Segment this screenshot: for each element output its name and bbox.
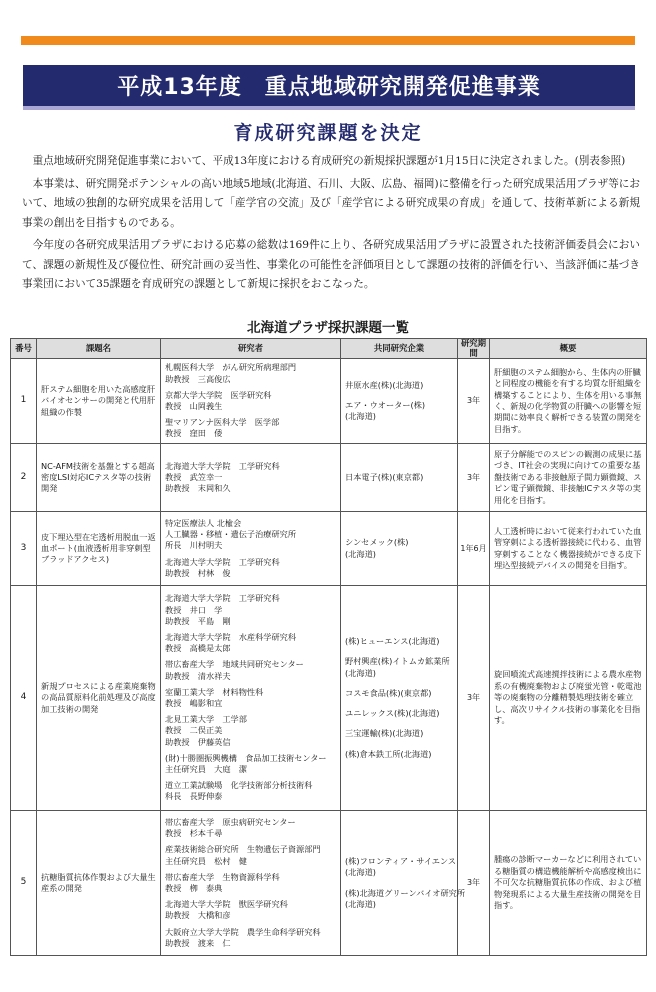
researcher-line: 人工臓器・移植・遺伝子治療研究所	[165, 529, 297, 540]
researcher-line: 助教授 清水祥夫	[165, 670, 231, 681]
header-title: 課題名	[37, 339, 161, 359]
table-row	[11, 512, 647, 586]
researcher-group	[165, 659, 336, 681]
company-group	[345, 749, 453, 760]
researcher-line: 道立工業試験場 化学技術部分析技術科	[165, 780, 313, 791]
researcher-group	[165, 518, 336, 552]
researcher-line: 教授 井口 学	[165, 604, 223, 615]
cell-companies	[341, 586, 458, 811]
company-line: (株)フロンティア・サイエンス	[345, 856, 457, 867]
company-group	[345, 656, 453, 678]
researcher-group	[165, 362, 336, 384]
intro-paragraph: 今年度の各研究成果活用プラザにおける応募の総数は169件に上り、各研究成果活用プラザに設置された技術評価委員会において、課題の新規性及び優位性、研究計画の妥当性、事業化の可能性を評価項目として課題の技術的評価を行い、当該評価に基づき事業団において35課題を育成研究の課題として新規に採択をおこなった。	[22, 239, 640, 290]
researcher-line: 北海道大学大学院 水産科学研究科	[165, 631, 297, 642]
table-row	[11, 359, 647, 444]
company-line: (北海道)	[345, 667, 376, 678]
researcher-line: 教授 二俣正美	[165, 725, 223, 736]
cell-companies	[341, 512, 458, 586]
intro-text	[22, 152, 640, 295]
researcher-group	[165, 899, 336, 921]
researcher-line: (財)十勝圏振興機構 食品加工技術センター	[165, 752, 327, 763]
researcher-line: 助教授 三高俊広	[165, 373, 231, 384]
researcher-line: 聖マリアンナ医科大学 医学部	[165, 417, 280, 428]
company-line: (株)倉本鉄工所(北海道)	[345, 748, 432, 759]
researcher-line: 主任研究員 松村 健	[165, 855, 247, 866]
researcher-line: 北海道大学大学院 工学研究科	[165, 593, 280, 604]
cell-companies	[341, 359, 458, 444]
company-line: (北海道)	[345, 898, 376, 909]
company-line: (株)北海道グリーンバイオ研究所	[345, 887, 466, 898]
table-row	[11, 586, 647, 811]
cell-title	[37, 444, 161, 512]
company-group	[345, 856, 457, 878]
researcher-group	[165, 417, 336, 439]
cell-no: 4	[11, 586, 37, 811]
project-title: 皮下埋込型在宅透析用脱血一返血ポート(血液透析用非穿刺型ブラッドアクセス)	[41, 531, 156, 565]
researcher-group	[165, 593, 336, 627]
cell-companies	[341, 444, 458, 512]
cell-title	[37, 512, 161, 586]
company-group	[345, 472, 453, 483]
company-line: ユニレックス(株)(北海道)	[345, 708, 440, 719]
project-summary: 旋回噴流式高速撹拌技術による農水産物系の有機廃棄物および廃蛍光管・乾電池等の廃棄物の分離精製処理技術を確立し、高次リサイクル技術の事業化を目指す。	[494, 669, 642, 726]
cell-researchers	[161, 512, 341, 586]
cell-summary	[490, 359, 647, 444]
researcher-line: 札幌医科大学 がん研究所病理部門	[165, 362, 297, 373]
company-line: 井原水産(株)(北海道)	[345, 379, 424, 390]
project-summary: 腫瘍の診断マーカーなどに利用されている糖脂質の構造機能解析や高感度検出に不可欠な抗糖脂質抗体の作成、および植物発現系による大量生産技術の開発を目指す。	[494, 854, 642, 911]
cell-no: 1	[11, 359, 37, 444]
company-line: (北海道)	[345, 548, 376, 559]
researcher-group	[165, 927, 336, 949]
researcher-line: 帯広畜産大学 生物資源科学科	[165, 871, 280, 882]
cell-period: 3年	[458, 586, 490, 811]
cell-no: 2	[11, 444, 37, 512]
researcher-line: 教授 嶋影和宜	[165, 698, 223, 708]
company-line: (北海道)	[345, 867, 376, 878]
researcher-group	[165, 780, 336, 802]
cell-researchers	[161, 444, 341, 512]
researcher-group	[165, 557, 336, 579]
researcher-line: 北海道大学大学院 工学研究科	[165, 460, 280, 471]
researcher-line: 大阪府立大学大学院 農学生命科学研究科	[165, 926, 321, 937]
project-title: 抗糖脂質抗体作製および大量生産系の開発	[41, 871, 156, 893]
cell-title	[37, 586, 161, 811]
cell-summary	[490, 444, 647, 512]
cell-summary	[490, 512, 647, 586]
researcher-line: 助教授 伊藤英信	[165, 736, 231, 747]
researcher-line: 教授 山岡義生	[165, 401, 223, 411]
cell-summary	[490, 586, 647, 811]
cell-no: 5	[11, 811, 37, 956]
table-row	[11, 811, 647, 956]
cell-period: 3年	[458, 359, 490, 444]
projects-table	[10, 338, 647, 956]
top-accent-bar	[21, 36, 635, 45]
researcher-line: 室蘭工業大学 材料物性科	[165, 686, 264, 697]
company-line: (株)ヒューエンス(北海道)	[345, 636, 440, 647]
project-summary: 肝細胞のステム細胞から、生体内の肝臓と同程度の機能を有する均質な肝組織を構築することにより、生体を用いる事無く、新規の化学物質の肝臓への影響を短期間に効率良く解析できる装置の開発を目指す。	[494, 366, 642, 434]
company-group	[345, 887, 466, 910]
company-line: コスモ食品(株)(東京都)	[345, 687, 432, 698]
researcher-line: 帯広畜産大学 原虫病研究センター	[165, 816, 296, 827]
researcher-line: 教授 杉本千尋	[165, 828, 223, 839]
cell-title	[37, 811, 161, 956]
researcher-line: 教授 栁 泰典	[165, 883, 223, 893]
company-line: 野村興産(株)イトムカ鉱業所	[345, 656, 450, 667]
cell-period: 1年6月	[458, 512, 490, 586]
researcher-line: 教授 武笠幸一	[165, 471, 223, 482]
header-no: 番号	[11, 339, 37, 359]
researcher-line: 所長 川村明夫	[165, 540, 223, 551]
researcher-line: 教授 窪田 倭	[165, 428, 223, 439]
company-group	[345, 636, 453, 647]
researcher-group	[165, 461, 336, 495]
researcher-line: 教授 高橋是太郎	[165, 643, 231, 654]
intro-paragraph: 重点地域研究開発促進事業において、平成13年度における育成研究の新規採択課題が1月15日に決定されました。(別表参照)	[32, 155, 626, 167]
researcher-group	[165, 714, 336, 748]
company-group	[345, 400, 453, 422]
researcher-line: 北見工業大学 工学部	[165, 714, 247, 725]
cell-period: 3年	[458, 811, 490, 956]
company-line: 日本電子(株)(東京都)	[345, 471, 424, 482]
header-period: 研究期間	[458, 339, 490, 359]
company-line: (北海道)	[345, 411, 376, 422]
header-company: 共同研究企業	[341, 339, 458, 359]
researcher-line: 特定医療法人 北楡会	[165, 517, 242, 528]
researcher-line: 北海道大学大学院 獣医学研究科	[165, 899, 288, 910]
company-group	[345, 728, 453, 739]
table-row	[11, 444, 647, 512]
researcher-line: 帯広畜産大学 地域共同研究センター	[165, 659, 304, 670]
researcher-group	[165, 753, 336, 775]
researcher-line: 助教授 平島 剛	[165, 615, 231, 626]
researcher-line: 助教授 末岡和久	[165, 483, 231, 494]
company-line: エア・ウオーター(株)	[345, 399, 426, 410]
cell-no: 3	[11, 512, 37, 586]
table-title: 北海道プラザ採択課題一覧	[247, 320, 409, 336]
project-title: 新規プロセスによる産業廃棄物の高品質原料化前処理及び高度加工技術の開発	[41, 681, 156, 714]
researcher-line: 産業技術総合研究所 生物遺伝子資源部門	[165, 844, 321, 855]
researcher-line: 主任研究員 大庭 潔	[165, 764, 247, 775]
cell-researchers	[161, 359, 341, 444]
researcher-line: 京都大学大学院 医学研究科	[165, 389, 272, 400]
company-line: シンセメック(株)	[345, 537, 409, 548]
banner-title: 平成13年度 重点地域研究開発促進事業	[117, 75, 541, 100]
cell-period: 3年	[458, 444, 490, 512]
company-group	[345, 688, 453, 699]
header-summary: 概要	[490, 339, 647, 359]
company-group	[345, 380, 453, 391]
intro-paragraph: 本事業は、研究開発ポテンシャルの高い地域5地域(北海道、石川、大阪、広島、福岡)に整備を行った研究成果活用プラザ等において、地域の独創的な研究成果を活用して「産学官の交流」及び「産学官による研究成果の育成」を通して、技術革新による新規事業の創出を目指すものである。	[22, 177, 640, 229]
project-title: 肝ステム細胞を用いた高感度肝バイオセンサーの開発と代用肝組織の作製	[41, 384, 156, 417]
page-subtitle: 育成研究課題を決定	[233, 122, 423, 144]
cell-researchers	[161, 586, 341, 811]
cell-summary	[490, 811, 647, 956]
table-header-row	[11, 339, 647, 359]
researcher-line: 助教授 渡来 仁	[165, 937, 231, 948]
company-group	[345, 708, 453, 719]
company-group	[345, 537, 453, 559]
project-summary: 原子分解能でのスピンの観測の成果に基づき、IT社会の実現に向けての重要な基盤技術である非接触原子間力顕微鏡、スピン電子顕微鏡、非接触ICテスタ等の実用化を目指す。	[494, 448, 642, 505]
researcher-line: 助教授 大橋和彦	[165, 910, 231, 921]
researcher-group	[165, 687, 336, 709]
cell-title	[37, 359, 161, 444]
researcher-line: 助教授 村林 俊	[165, 567, 231, 578]
company-line: 三宝運輸(株)(北海道)	[345, 728, 424, 739]
researcher-group	[165, 632, 336, 654]
cell-companies	[341, 811, 466, 956]
cell-researchers	[161, 811, 341, 956]
researcher-line: 科長 長野伸泰	[165, 791, 223, 802]
project-title: NC-AFM技術を基盤とする超高密度LSI対応ICテスタ等の技術開発	[41, 460, 155, 494]
researcher-group	[165, 817, 336, 839]
researcher-group	[165, 872, 336, 894]
project-summary: 人工透析時において従来行われていた血管穿刺による透析器接続に代わる、血管穿刺することなく機器接続ができる皮下埋込型接続デバイスの開発を目指す。	[494, 525, 642, 570]
header-researcher: 研究者	[161, 339, 341, 359]
researcher-group	[165, 844, 336, 866]
researcher-group	[165, 390, 336, 412]
title-banner	[23, 65, 635, 110]
researcher-line: 北海道大学大学院 工学研究科	[165, 556, 280, 567]
